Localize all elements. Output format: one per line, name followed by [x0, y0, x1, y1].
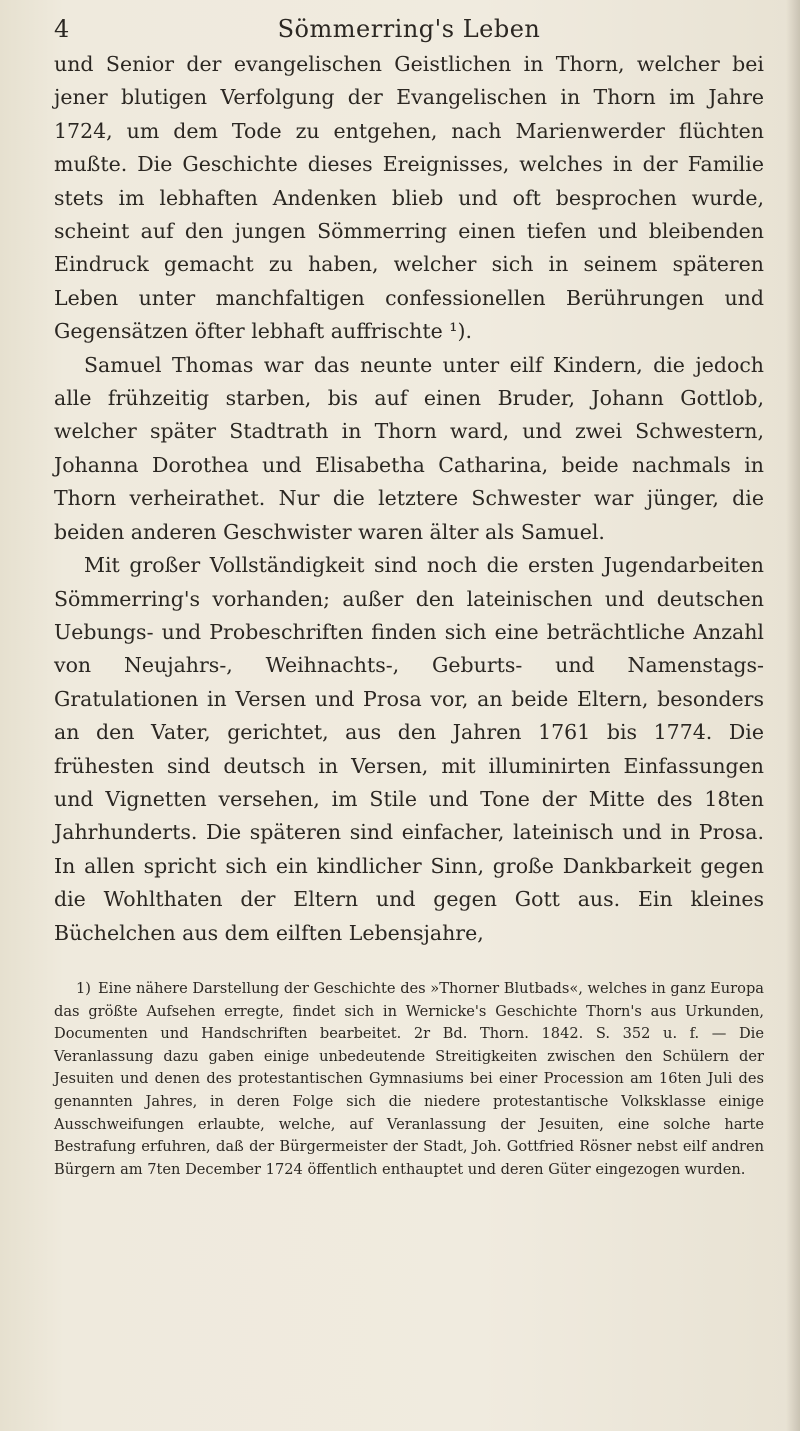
footnote-text: Eine nähere Darstellung der Geschichte des »Thorner Blutbads«, welches in ganz Europa das größte Aufsehen erregte, findet sich in Wernicke's Geschichte Thorn's aus Urkunden, Documenten und Handschriften bearbeitet. 2r Bd. Thorn. 1842. S. 352 u. f. — Die Veranlassung dazu gaben einige unbedeutende Streitigkeiten zwischen den Schülern der Jesuiten und denen des protestantischen Gymnasiums bei einer Procession am 16ten Juli des genannten Jahres, in deren Folge sich die niedere protestantische Volksklasse einige Ausschweifungen erlaubte, welche, auf Veranlassung der Jesuiten, eine solche harte Bestrafung erfuhren, daß der Bürgermeister der Stadt, Joh. Gottfried Rösner nebst eilf andren Bürgern am 7ten December 1724 öffentlich enthauptet und deren Güter eingezogen wurden.: [54, 979, 764, 1178]
page-number: 4: [54, 15, 70, 43]
running-head: Sömmerring's Leben: [277, 15, 541, 43]
footnote-mark: 1): [76, 979, 91, 997]
footnote: [54, 978, 764, 1181]
paragraph: Samuel Thomas war das neunte unter eilf Kindern, die jedoch alle frühzeitig starben, bis auf einen Bruder, Johann Gottlob, welcher später Stadtrath in Thorn ward, und zwei Schwestern, Johanna Dorothea und Elisabetha Catharina, beide nachmals in Thorn verheirathet. Nur die letztere Schwester war jünger, die beiden anderen Geschwister waren älter als Samuel.: [54, 352, 764, 544]
paragraph: und Senior der evangelischen Geistlichen in Thorn, welcher bei jener blutigen Verfolgung der Evangelischen in Thorn im Jahre 1724, um dem Tode zu entgehen, nach Marienwerder flüchten mußte. Die Geschichte dieses Ereignisses, welches in der Familie stets im lebhaften Andenken blieb und oft besprochen wurde, scheint auf den jungen Sömmerring einen tiefen und bleibenden Eindruck gemacht zu haben, welcher sich in seinem späteren Leben unter manchfaltigen confessionellen Berührungen und Gegensätzen öfter lebhaft auffrischte ¹).: [54, 52, 764, 344]
page-header: [54, 14, 764, 48]
page-edge-shadow: [786, 0, 800, 1431]
body-text: [54, 48, 764, 950]
paragraph: Mit großer Vollständigkeit sind noch die ersten Jugendarbeiten Sömmerring's vorhanden; außer den lateinischen und deutschen Uebungs- und Probeschriften finden sich eine beträchtliche Anzahl von Neujahrs-, Weihnachts-, Geburts- und Namenstags-Gratulationen in Versen und Prosa vor, an beide Eltern, besonders an den Vater, gerichtet, aus den Jahren 1761 bis 1774. Die frühesten sind deutsch in Versen, mit illuminirten Einfassungen und Vignetten versehen, im Stile und Tone der Mitte des 18ten Jahrhunderts. Die späteren sind einfacher, lateinisch und in Prosa. In allen spricht sich ein kindlicher Sinn, große Dankbarkeit gegen die Wohlthaten der Eltern und gegen Gott aus. Ein kleines Büchelchen aus dem eilften Lebensjahre,: [54, 553, 764, 945]
footnote-spacer: [54, 950, 764, 978]
